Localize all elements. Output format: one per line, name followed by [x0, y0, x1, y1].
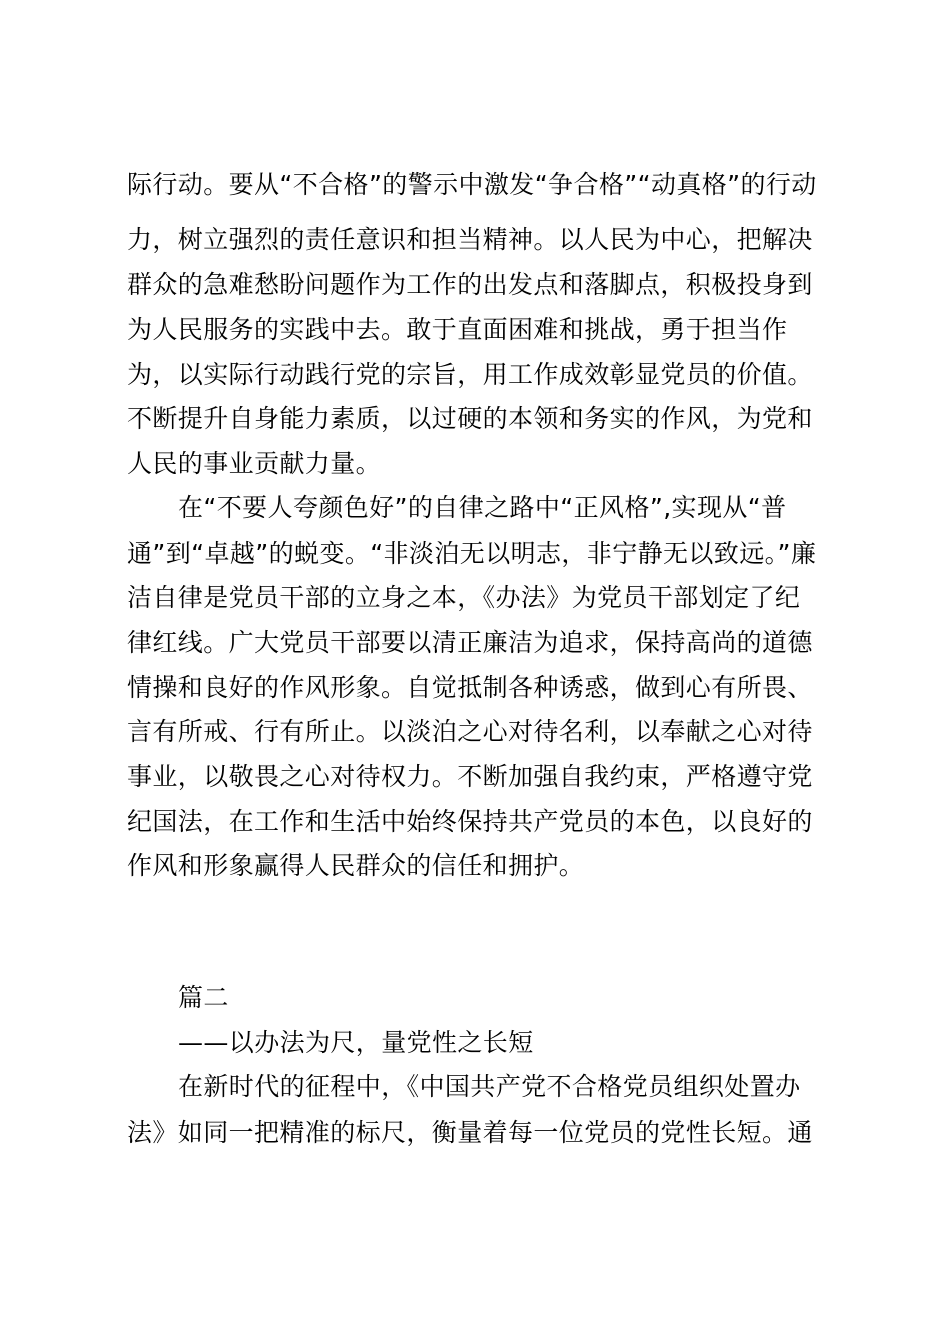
paragraph-2-line-6: 言有所戒、行有所止。以淡泊之心对待名利，以奉献之心对待 [127, 717, 813, 746]
paragraph-1-line-2: 力，树立强烈的责任意识和担当精神。以人民为中心，把解决 [127, 225, 813, 254]
paragraph-2-line-9: 作风和形象赢得人民群众的信任和拥护。 [127, 851, 585, 880]
paragraph-1-line-5: 为，以实际行动践行党的宗旨，用工作成效彰显党员的价值。 [127, 360, 813, 389]
paragraph-2-line-8: 纪国法，在工作和生活中始终保持共产党员的本色，以良好的 [127, 807, 813, 836]
paragraph-1-line-7: 人民的事业贡献力量。 [127, 449, 382, 478]
section-2-line-1: 在新时代的征程中，《中国共产党不合格党员组织处置办 [178, 1072, 801, 1101]
paragraph-2-line-5: 情操和良好的作风形象。自觉抵制各种诱惑，做到心有所畏、 [127, 673, 813, 702]
paragraph-2-line-3: 洁自律是党员干部的立身之本，《办法》为党员干部划定了纪 [127, 583, 801, 612]
paragraph-2-line-4: 律红线。广大党员干部要以清正廉洁为追求，保持高尚的道德 [127, 628, 813, 657]
paragraph-2-line-7: 事业，以敬畏之心对待权力。不断加强自我约束，严格遵守党 [127, 762, 813, 791]
paragraph-1-line-6: 不断提升自身能力素质，以过硬的本领和务实的作风，为党和 [127, 404, 813, 433]
paragraph-1-line-4: 为人民服务的实践中去。敢于直面困难和挑战，勇于担当作 [127, 315, 788, 344]
paragraph-1-line-3: 群众的急难愁盼问题作为工作的出发点和落脚点，积极投身到 [127, 270, 813, 299]
paragraph-2-line-1: 在“不要人夸颜色好”的自律之路中“正风格”,实现从“普 [178, 493, 787, 522]
section-2-line-2: 法》如同一把精准的标尺，衡量着每一位党员的党性长短。通 [127, 1118, 813, 1147]
paragraph-1-line-1: 际行动。要从“不合格”的警示中激发“争合格”“动真格”的行动 [127, 170, 817, 199]
section-heading: 篇二 [178, 983, 229, 1012]
section-subtitle: ——以办法为尺，量党性之长短 [178, 1028, 534, 1057]
paragraph-2-line-2: 通”到“卓越”的蜕变。“非淡泊无以明志，非宁静无以致远。”廉 [127, 539, 817, 568]
